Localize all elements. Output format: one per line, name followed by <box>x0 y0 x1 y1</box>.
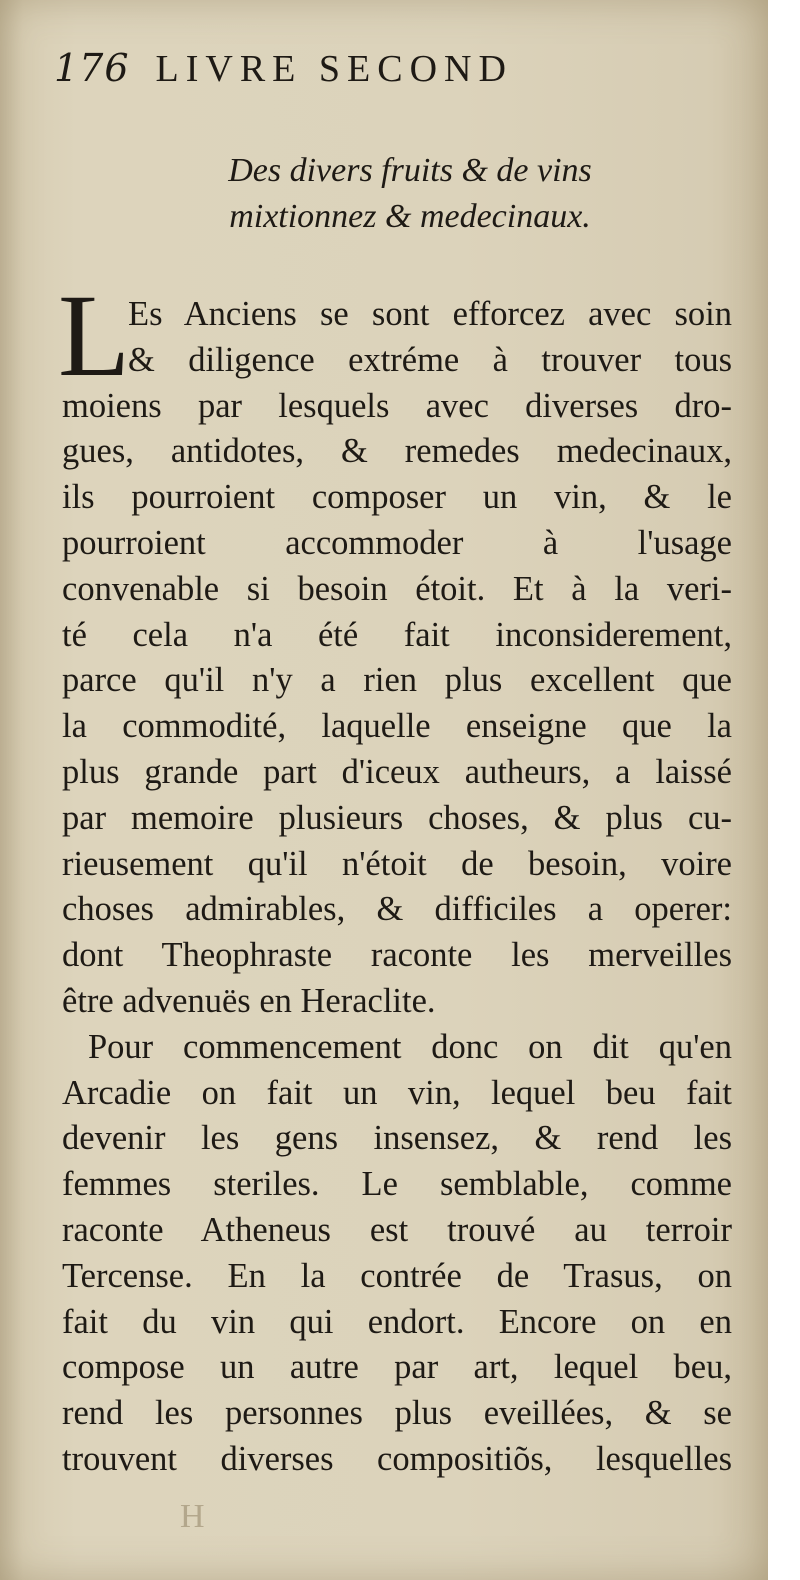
text-line: trouvent diverses compositiõs, lesquelles <box>62 1439 732 1478</box>
text-line: & diligence extréme à trouver tous <box>128 340 732 379</box>
text-line: parce qu'il n'y a rien plus excellent que <box>62 661 732 700</box>
text-line: Es Anciens se sont efforcez avec soin <box>128 295 732 333</box>
text-line: dont Theophraste raconte les merveilles <box>62 936 732 975</box>
text-line: pourroient accommoder à l'usage <box>62 523 732 562</box>
text-line: femmes steriles. Le semblable, comme <box>62 1165 732 1204</box>
text-line: rieusement qu'il n'étoit de besoin, voire <box>62 844 732 883</box>
text-line: Arcadie on fait un vin, lequel beu fait <box>62 1073 732 1112</box>
drop-cap: L <box>58 270 131 401</box>
text-line: convenable si besoin étoit. Et à la veri- <box>62 569 732 608</box>
text-line: par memoire plusieurs choses, & plus cu- <box>62 798 732 837</box>
text-line: Tercense. En la contrée de Trasus, on <box>62 1256 732 1295</box>
text-line: rend les personnes plus eveillées, & se <box>62 1394 732 1433</box>
text-line: la commodité, laquelle enseigne que la <box>62 707 732 746</box>
page-number: 176 <box>54 46 130 90</box>
text-line: plus grande part d'iceux autheurs, a laissé <box>62 752 732 791</box>
text-line: compose un autre par art, lequel beu, <box>62 1348 732 1387</box>
text-line: Pour commencement donc on dit qu'en <box>88 1027 732 1066</box>
chapter-title-line-2: mixtionnez & medecinaux. <box>229 198 591 235</box>
text-line: té cela n'a été fait inconsiderement, <box>62 615 732 654</box>
chapter-title <box>150 148 670 240</box>
text-line: fait du vin qui endort. Encore on en <box>62 1302 732 1341</box>
scan-margin <box>768 0 800 1580</box>
text-line: devenir les gens insensez, & rend les <box>62 1119 732 1158</box>
signature-mark: H <box>180 1498 213 1535</box>
text-line: gues, antidotes, & remedes medecinaux, <box>62 432 732 471</box>
text-line: ils pourroient composer un vin, & le <box>62 478 732 517</box>
body-text <box>62 292 732 1483</box>
running-head: LIVRE SECOND <box>155 48 513 90</box>
text-line: être advenuës en Heraclite. <box>62 981 436 1020</box>
page-header <box>54 46 513 91</box>
text-line: moiens par lesquels avec diverses dro- <box>62 386 732 425</box>
chapter-title-line-1: Des divers fruits & de vins <box>228 152 592 189</box>
text-line: raconte Atheneus est trouvé au terroir <box>62 1210 732 1249</box>
text-line: choses admirables, & difficiles a operer: <box>62 890 732 929</box>
